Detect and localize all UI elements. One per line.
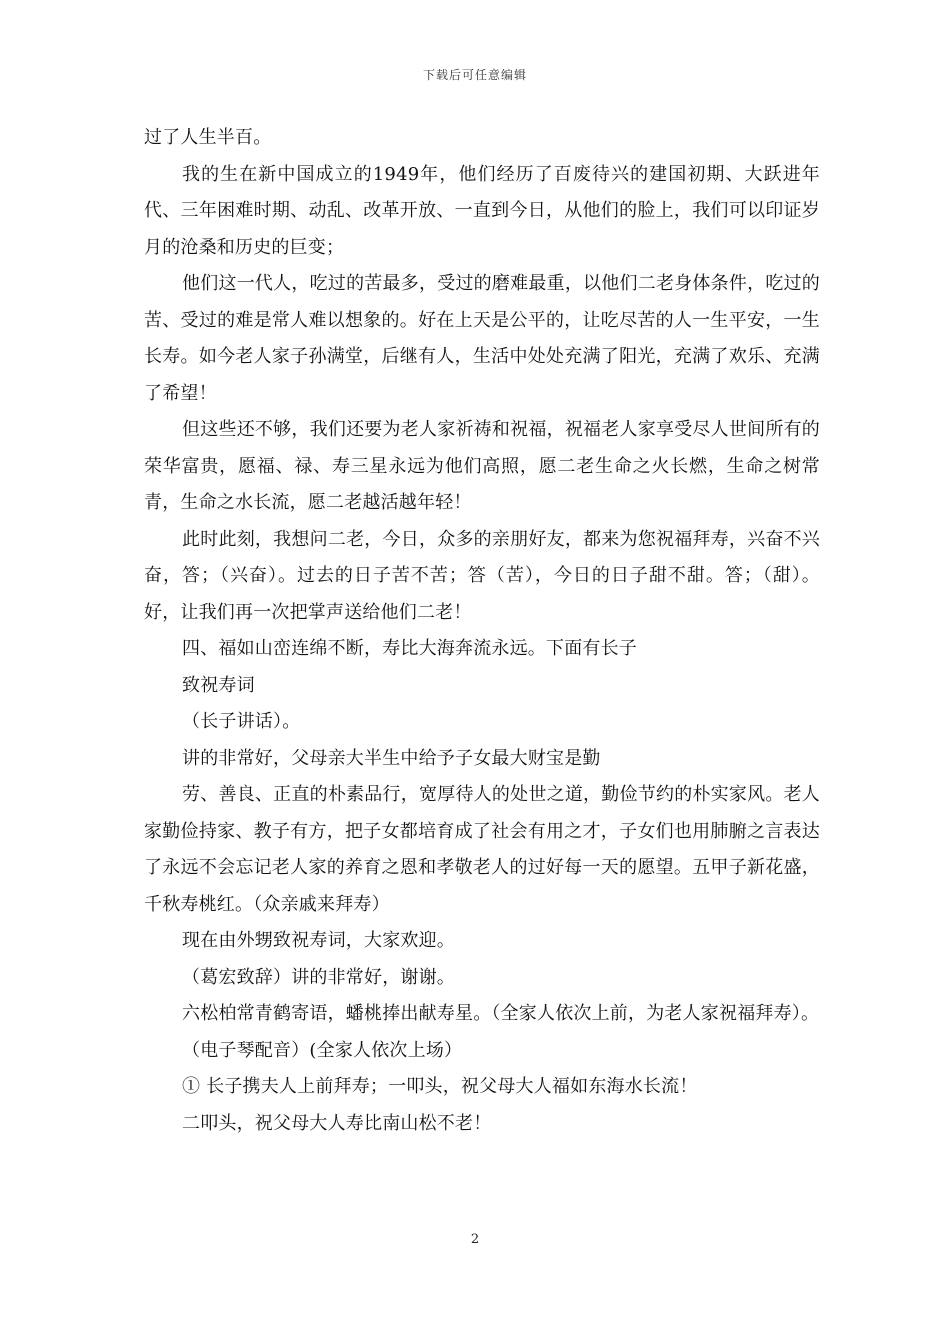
paragraph-6: 四、福如山峦连绵不断，寿比大海奔流永远。下面有长子 [182,638,637,659]
paragraph-10: 劳、善良、正直的朴素品行，宽厚待人的处世之道，勤俭节约的朴实家风。老人家勤俭持家、教子有方，把子女都培育成了社会有用之才，子女们也用肺腑之言表达了永远不会忘记老人家的养育之恩和孝敬老人的过好每一天的愿望。五甲子新花盛，千秋寿桃红。（众亲戚来拜寿） [144,784,820,915]
paragraph-1: 过了人生半百。 [144,127,272,148]
paragraph-9: 讲的非常好，父母亲大半生中给予子女最大财宝是勤 [182,747,601,769]
paragraph-14: （电子琴配音）(全家人依次上场） [182,1039,463,1061]
paragraph-11: 现在由外甥致祝寿词，大家欢迎。 [182,930,455,951]
paragraph-13: 六松柏常青鹤寄语，蟠桃捧出献寿星。（全家人依次上前，为老人家祝福拜寿）。 [182,1003,820,1024]
paragraph-3: 他们这一代人，吃过的苦最多，受过的磨难最重，以他们二老身体条件，吃过的苦、受过的难是常人难以想象的。好在上天是公平的，让吃尽苦的人一生平安，一生长寿。如今老人家子孙满堂，后继有人，生活中处处充满了阳光，充满了欢乐、充满了希望！ [144,273,820,404]
paragraph-12: （葛宏致辞）讲的非常好，谢谢。 [182,966,455,988]
paragraph-2: 我的生在新中国成立的1949年，他们经历了百废待兴的建国初期、大跃进年代、三年困难时期、动乱、改革开放、一直到今日，从他们的脸上，我们可以印证岁月的沧桑和历史的巨变； [144,163,820,258]
document-body [144,120,820,1142]
paragraph-8: （长子讲话）。 [182,711,301,732]
paragraph-5: 此时此刻，我想问二老，今日，众多的亲朋好友，都来为您祝福拜寿，兴奋不兴奋，答；（兴奋）。过去的日子苦不苦；答（苦），今日的日子甜不甜。答；（甜）。好，让我们再一次把掌声送给他们二老！ [144,528,820,623]
paragraph-7: 致祝寿词 [182,674,255,696]
paragraph-4: 但这些还不够，我们还要为老人家祈祷和祝福，祝福老人家享受尽人世间所有的荣华富贵，愿福、禄、寿三星永远为他们高照，愿二老生命之火长燃，生命之树常青，生命之水长流，愿二老越活越年轻！ [144,419,820,513]
paragraph-16: 二叩头，祝父母大人寿比南山松不老！ [182,1112,492,1134]
page-number: 2 [470,1232,480,1247]
paragraph-15: ① 长子携夫人上前拜寿；一叩头，祝父母大人福如东海水长流！ [182,1076,698,1097]
page-header: 下载后可任意编辑 [422,68,527,82]
